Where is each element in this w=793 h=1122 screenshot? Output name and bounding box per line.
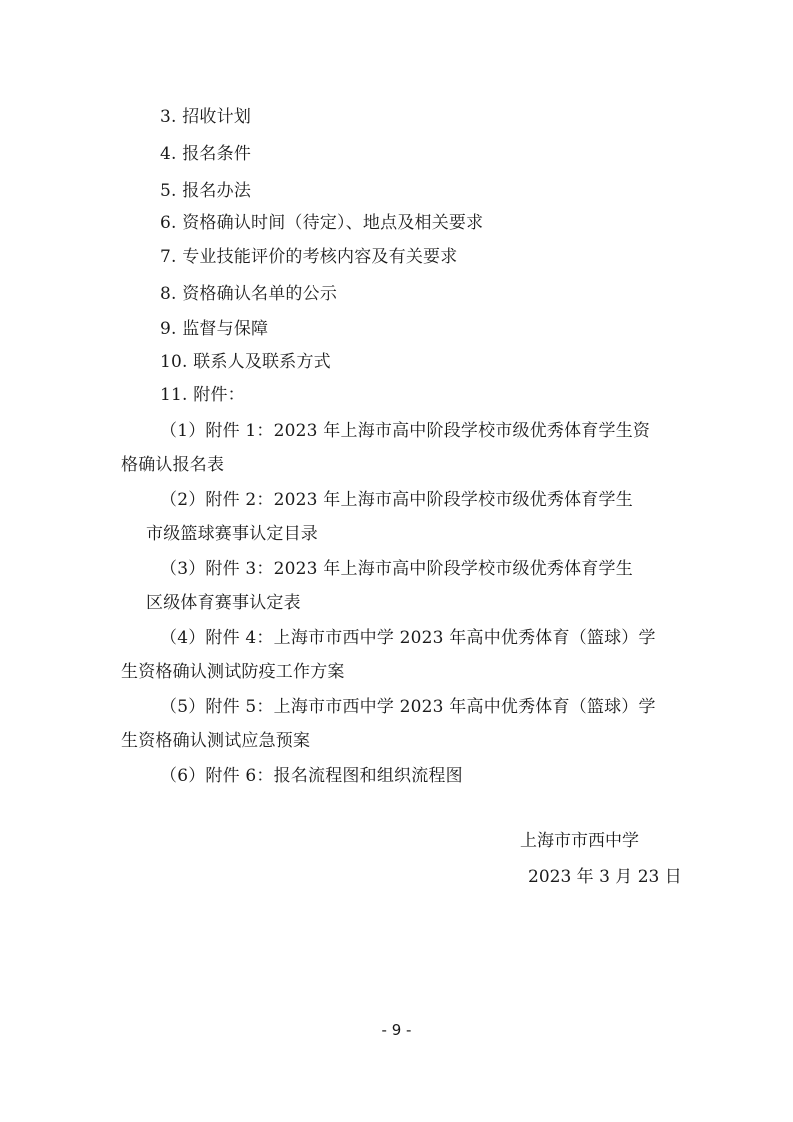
item-9-supervision: 9. 监督与保障 bbox=[160, 319, 269, 339]
attachment-1-line-2: 格确认报名表 bbox=[121, 455, 225, 475]
item-5-registration-method: 5. 报名办法 bbox=[160, 181, 252, 201]
attachment-3-line-1: （3）附件 3：2023 年上海市高中阶段学校市级优秀体育学生 bbox=[160, 559, 633, 579]
attachment-5-line-2: 生资格确认测试应急预案 bbox=[121, 731, 311, 751]
attachment-4-line-2: 生资格确认测试防疫工作方案 bbox=[121, 662, 345, 682]
attachment-2-line-1: （2）附件 2：2023 年上海市高中阶段学校市级优秀体育学生 bbox=[160, 490, 633, 510]
attachment-6-line-1: （6）附件 6：报名流程图和组织流程图 bbox=[160, 766, 463, 786]
item-10-contacts: 10. 联系人及联系方式 bbox=[160, 352, 331, 372]
item-3-recruitment-plan: 3. 招收计划 bbox=[160, 107, 252, 127]
attachment-2-line-2: 市级篮球赛事认定目录 bbox=[146, 524, 318, 544]
attachment-3-line-2: 区级体育赛事认定表 bbox=[146, 593, 301, 613]
attachment-5-line-1: （5）附件 5：上海市市西中学 2023 年高中优秀体育（篮球）学 bbox=[160, 697, 656, 717]
item-11-attachments: 11. 附件： bbox=[160, 385, 245, 405]
item-4-eligibility: 4. 报名条件 bbox=[160, 144, 252, 164]
page-number: - 9 - bbox=[381, 1021, 412, 1039]
item-6-confirmation-time-place: 6. 资格确认时间（待定）、地点及相关要求 bbox=[160, 213, 484, 233]
signature-date: 2023 年 3 月 23 日 bbox=[528, 867, 682, 887]
attachment-1-line-1: （1）附件 1：2023 年上海市高中阶段学校市级优秀体育学生资 bbox=[160, 421, 651, 441]
signature-organization: 上海市市西中学 bbox=[520, 831, 639, 851]
item-8-list-publication: 8. 资格确认名单的公示 bbox=[160, 284, 338, 304]
item-7-skill-assessment: 7. 专业技能评价的考核内容及有关要求 bbox=[160, 247, 458, 267]
attachment-4-line-1: （4）附件 4：上海市市西中学 2023 年高中优秀体育（篮球）学 bbox=[160, 628, 656, 648]
